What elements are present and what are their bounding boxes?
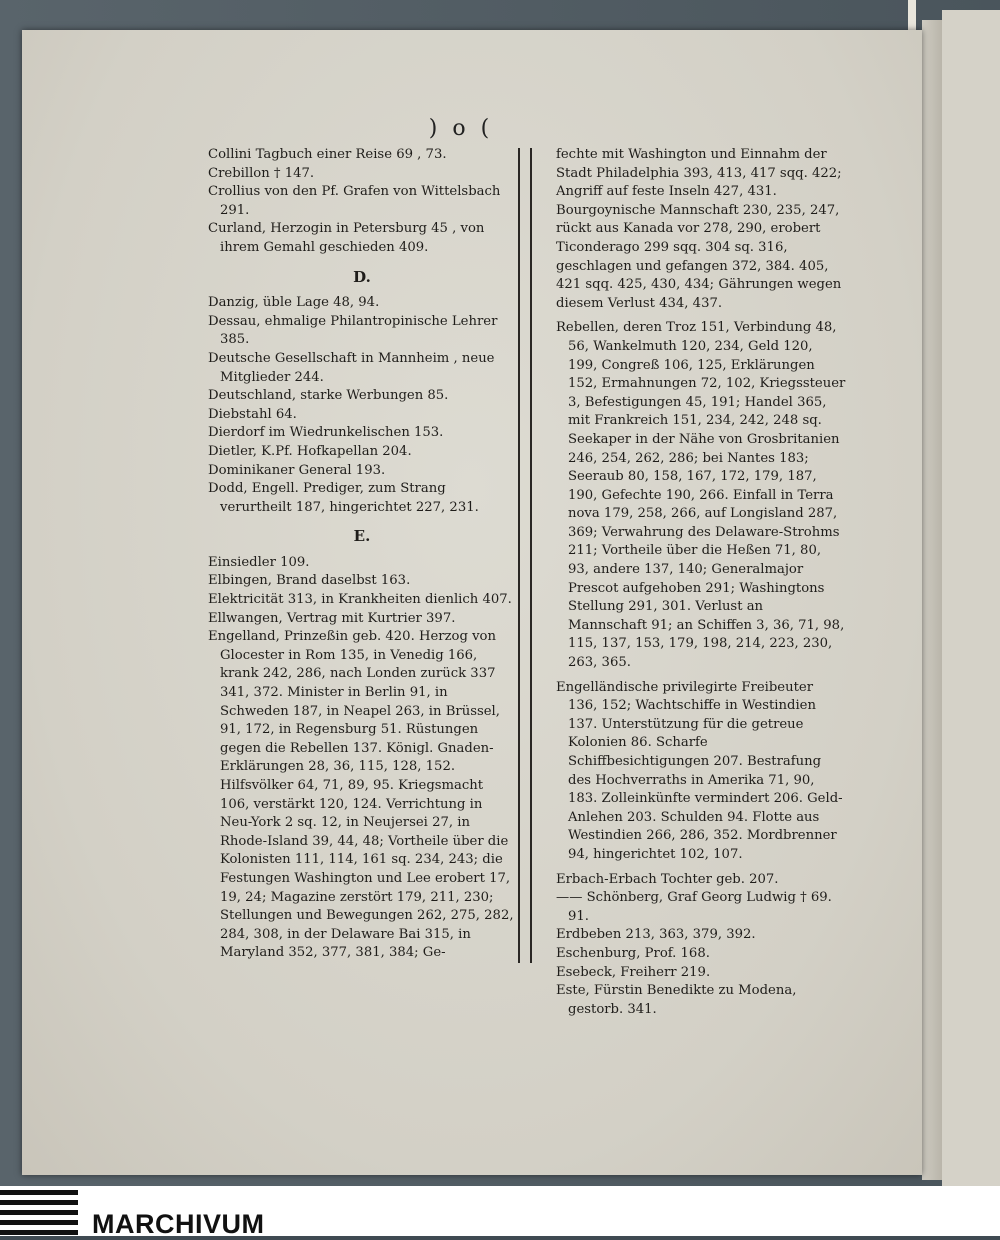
index-entry: Diebstahl 64. <box>208 406 297 422</box>
column-divider-left <box>518 148 520 963</box>
index-entry: Einsiedler 109. <box>208 554 310 570</box>
marchivum-stripes-icon <box>0 1190 84 1236</box>
index-entry: Engelland, Prinzeßin geb. 420. Herzog von Glocester in Rom 135, in Venedig 166, krank 242, 286, nach Londen zurück 337 341, 372. Minister in Berlin 91, in Schweden 187, in Neapel 263, in Brüssel, 91, 172, in Regensburg 51. Rüstungen gegen die Rebellen 137. Königl. Gnaden-Erklärungen 28, 36, 115, 128, 152. Hilfsvölker 64, 71, 89, 95. Kriegsmacht 106, verstärkt 120, 124. Verrichtung in Neu-York 2 sq. 12, in Neujersei 27, in Rhode-Island 39, 44, 48; Vortheile über die Kolonisten 111, 114, 161 sq. 234, 243; die Festungen Washington und Lee erobert 17, 19, 24; Magazine zerstört 179, 211, 230; Stellungen und Bewegungen 262, 275, 282, 284, 308, in der Delaware Bai 315, in Maryland 352, 377, 381, 384; Ge- <box>208 629 514 961</box>
index-entry: Erbach-Erbach Tochter geb. 207. <box>556 871 779 887</box>
page-header-ornament: ) o ( <box>428 116 494 141</box>
brand-logo-text: MARCHIVUM <box>92 1209 265 1239</box>
facing-page <box>942 10 1000 1186</box>
index-entry: fechte mit Washington und Einnahm der Stadt Philadelphia 393, 413, 417 sqq. 422; Angriff auf feste Inseln 427, 431. Bourgoynische Mannschaft 230, 235, 247, rückt aus Kanada vor 278, 290, erobert Ticonderago 299 sqq. 304 sq. 316, geschlagen und gefangen 372, 384. 405, 421 sqq. 425, 430, 434; Gährungen wegen diesem Verlust 434, 437. <box>556 147 842 311</box>
index-entry: Dessau, ehmalige Philantropinische Lehrer 385. <box>208 313 498 348</box>
index-column-left <box>208 146 516 963</box>
index-entry: Eschenburg, Prof. 168. <box>556 945 710 961</box>
index-entry: Danzig, üble Lage 48, 94. <box>208 295 380 311</box>
index-entry: Este, Fürstin Benedikte zu Modena, gestorb. 341. <box>556 983 797 1017</box>
index-entry: Deutschland, starke Werbungen 85. <box>208 388 449 404</box>
section-letter-e: E. <box>353 527 371 546</box>
index-entry: Dierdorf im Wiedrunkelischen 153. <box>208 425 444 441</box>
index-entry: Esebeck, Freiherr 219. <box>556 964 711 980</box>
index-entry: Dietler, K.Pf. Hofkapellan 204. <box>208 443 412 459</box>
index-entry: Dominikaner General 193. <box>208 462 386 478</box>
index-entry: Elbingen, Brand daselbst 163. <box>208 573 411 589</box>
index-entry: Engelländische privilegirte Freibeuter 136, 152; Wachtschiffe in Westindien 137. Unterstützung für die getreue Kolonien 86. Scharfe Schiffbesichtigungen 207. Bestrafung des Hochverraths in Amerika 71, 90, 183. Zolleinkünfte vermindert 206. Geld-Anlehen 203. Schulden 94. Flotte aus Westindien 266, 286, 352. Mordbrenner 94, hingerichtet 102, 107. <box>556 679 843 862</box>
column-divider-right <box>530 148 532 963</box>
page-edge <box>922 20 942 1180</box>
index-entry: Erdbeben 213, 363, 379, 392. <box>556 927 756 943</box>
index-entry: Rebellen, deren Troz 151, Verbindung 48, 56, Wankelmuth 120, 234, Geld 120, 199, Congreß 106, 125, Erklärungen 152, Ermahnungen 72, 102, Kriegssteuer 3, Befestigungen 45, 191; Handel 365, mit Frankreich 151, 234, 242, 248 sq. Seekaper in der Nähe von Grosbritanien 246, 254, 262, 286; bei Nantes 183; Seeraub 80, 158, 167, 172, 179, 187, 190, Gefechte 190, 266. Einfall in Terra nova 179, 258, 266, auf Longisland 287, 369; Verwahrung des Delaware-Strohms 211; Vortheile über die Heßen 71, 80, 93, andere 137, 140; Generalmajor Prescot aufgehoben 291; Washingtons Stellung 291, 301. Verlust an Mannschaft 91; an Schiffen 3, 36, 71, 98, 115, 137, 153, 179, 198, 214, 223, 230, 263, 365. <box>556 320 846 671</box>
index-entry: Ellwangen, Vertrag mit Kurtrier 397. <box>208 610 456 626</box>
index-entry: Curland, Herzogin in Petersburg 45 , von ihrem Gemahl geschieden 409. <box>208 221 485 255</box>
section-letter-d: D. <box>353 267 371 286</box>
index-entry: Crollius von den Pf. Grafen von Wittelsbach 291. <box>208 184 501 218</box>
index-entry: Crebillon † 147. <box>208 165 315 181</box>
index-entry: Dodd, Engell. Prediger, zum Strang verurtheilt 187, hingerichtet 227, 231. <box>208 481 479 515</box>
index-column-right <box>556 146 846 1019</box>
index-entry: Elektricität 313, in Krankheiten dienlich 407. <box>208 592 512 608</box>
index-entry: Deutsche Gesellschaft in Mannheim , neue Mitglieder 244. <box>208 350 495 385</box>
index-entry: —— Schönberg, Graf Georg Ludwig † 69. 91. <box>556 890 832 924</box>
index-entry: Collini Tagbuch einer Reise 69 , 73. <box>208 147 447 162</box>
